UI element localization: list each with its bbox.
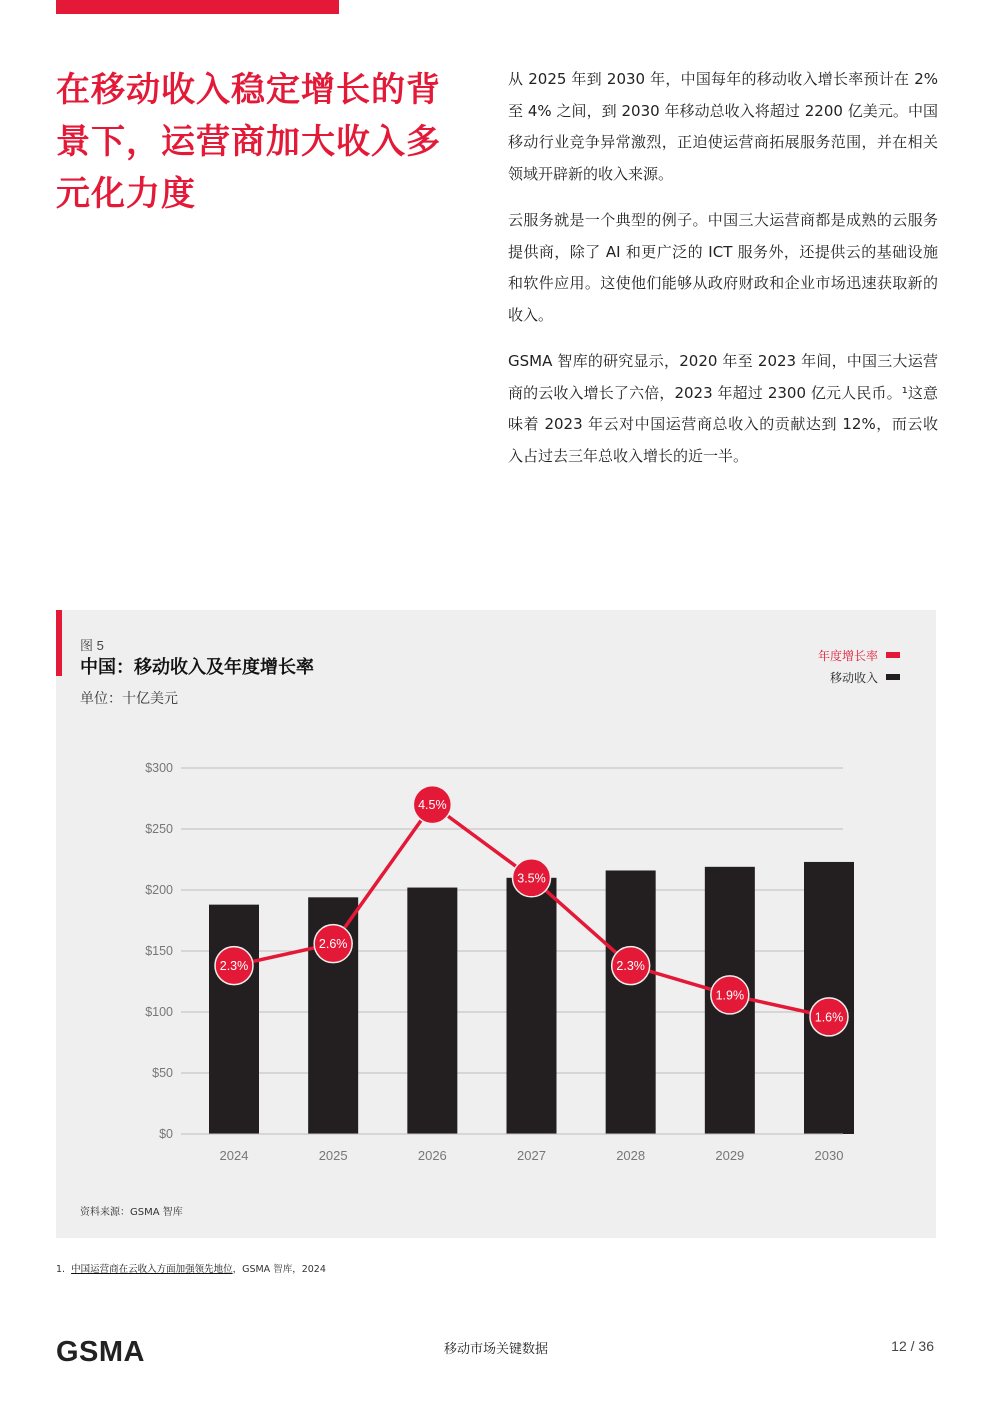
y-tick-label: $100 xyxy=(145,1005,173,1019)
chart-unit: 单位：十亿美元 xyxy=(80,691,178,707)
y-tick-label: $200 xyxy=(145,883,173,897)
page-number: 12 / 36 xyxy=(891,1338,934,1354)
x-tick-label: 2030 xyxy=(814,1148,844,1163)
paragraph-1: 从 2025 年到 2030 年，中国每年的移动收入增长率预计在 2% 至 4% 之间，到 2030 年移动总收入将超过 2200 亿美元。中国移动行业竞争异常激烈，正迫使运营商拓展服务范围，并在相关领域开辟新的收入来源。 xyxy=(508,70,938,183)
revenue-bar xyxy=(407,888,457,1134)
body-text xyxy=(508,64,938,487)
x-tick-label: 2024 xyxy=(219,1148,249,1163)
revenue-bar xyxy=(606,870,656,1134)
x-tick-label: 2028 xyxy=(616,1148,646,1163)
legend-label-revenue: 移动收入 xyxy=(829,670,878,685)
chart-title: 中国：移动收入及年度增长率 xyxy=(80,657,314,678)
top-accent-bar xyxy=(56,0,339,14)
growth-rate-label: 1.9% xyxy=(715,988,745,1003)
x-tick-label: 2025 xyxy=(318,1148,348,1163)
growth-rate-label: 2.3% xyxy=(219,959,249,974)
growth-rate-label: 4.5% xyxy=(418,798,447,813)
y-tick-label: $50 xyxy=(152,1066,173,1080)
y-tick-label: $250 xyxy=(145,822,173,836)
footnote xyxy=(56,1261,326,1275)
paragraph-2: 云服务就是一个典型的例子。中国三大运营商都是成熟的云服务提供商，除了 AI 和更广泛的 ICT 服务外，还提供云的基础设施和软件应用。这使他们能够从政府财政和企业市场迅速获取新的收入。 xyxy=(508,211,938,324)
x-tick-label: 2026 xyxy=(417,1148,447,1163)
figure-label: 图 5 xyxy=(80,638,104,653)
legend-label-growth: 年度增长率 xyxy=(817,648,878,663)
growth-rate-label: 3.5% xyxy=(517,871,546,886)
x-tick-label: 2027 xyxy=(517,1148,546,1163)
growth-rate-label: 1.6% xyxy=(814,1010,844,1025)
paragraph-3: GSMA 智库的研究显示，2020 年至 2023 年间，中国三大运营商的云收入增长了六倍，2023 年超过 2300 亿元人民币。¹这意味着 2023 年云对中国运营商总收入的贡献达到 12%，而云收入占过去三年总收入增长的近一半。 xyxy=(508,352,938,465)
chart-panel xyxy=(56,610,936,1238)
growth-rate-label: 2.3% xyxy=(616,959,645,974)
footnote-link[interactable]: 中国运营商在云收入方面加强领先地位 xyxy=(71,1264,233,1275)
chart-plot xyxy=(56,610,936,1238)
footnote-rest: ，GSMA 智库，2024 xyxy=(232,1264,326,1275)
y-tick-label: $0 xyxy=(159,1127,173,1141)
x-tick-label: 2029 xyxy=(715,1148,745,1163)
footer-title: 移动市场关键数据 xyxy=(443,1342,548,1357)
chart-source: 资料来源：GSMA 智库 xyxy=(80,1207,183,1218)
revenue-bar xyxy=(209,905,259,1134)
growth-rate-label: 2.6% xyxy=(318,937,348,952)
revenue-bar xyxy=(507,878,557,1134)
page-headline: 在移动收入稳定增长的背景下，运营商加大收入多元化力度 xyxy=(56,70,441,214)
gsma-logo: GSMA xyxy=(56,1336,145,1368)
y-tick-label: $150 xyxy=(145,944,173,958)
footnote-number: 1. xyxy=(56,1264,66,1275)
y-tick-label: $300 xyxy=(145,761,173,775)
